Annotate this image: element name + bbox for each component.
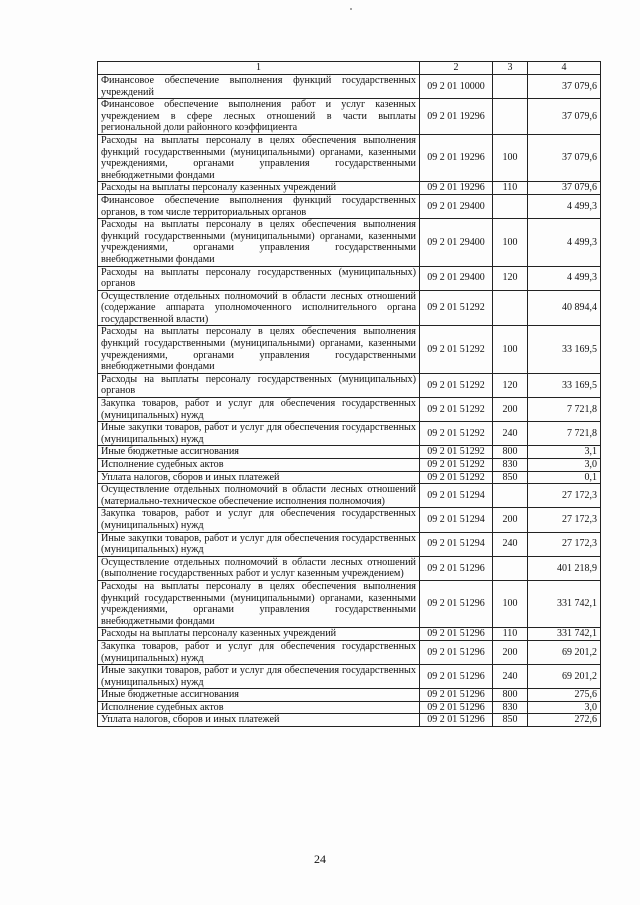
table-row xyxy=(98,219,601,266)
row-amount: 331 742,1 xyxy=(528,628,601,641)
row-description: Закупка товаров, работ и услуг для обеспечения государственных (муниципальных) нужд xyxy=(98,398,420,422)
row-description: Иные закупки товаров, работ и услуг для обеспечения государственных (муниципальных) нужд xyxy=(98,532,420,556)
table-row xyxy=(98,484,601,508)
row-target-code: 09 2 01 51294 xyxy=(420,484,493,508)
row-target-code: 09 2 01 51292 xyxy=(420,290,493,326)
table-header-row xyxy=(98,62,601,75)
row-expense-type: 200 xyxy=(493,398,528,422)
row-amount: 275,6 xyxy=(528,689,601,702)
row-target-code: 09 2 01 51292 xyxy=(420,398,493,422)
row-description: Осуществление отдельных полномочий в области лесных отношений (материально-техническое обеспечение исполнения полномочия) xyxy=(98,484,420,508)
row-amount: 27 172,3 xyxy=(528,532,601,556)
header-col-4: 4 xyxy=(528,62,601,75)
table-row xyxy=(98,398,601,422)
table-row xyxy=(98,266,601,290)
row-expense-type: 850 xyxy=(493,471,528,484)
row-amount: 401 218,9 xyxy=(528,556,601,580)
row-description: Осуществление отдельных полномочий в области лесных отношений (выполнение государственных работ и услуг казенным учреждением) xyxy=(98,556,420,580)
table-row xyxy=(98,75,601,99)
row-expense-type xyxy=(493,556,528,580)
row-expense-type: 240 xyxy=(493,532,528,556)
row-amount: 7 721,8 xyxy=(528,398,601,422)
row-amount: 4 499,3 xyxy=(528,219,601,266)
row-amount: 27 172,3 xyxy=(528,484,601,508)
row-target-code: 09 2 01 29400 xyxy=(420,266,493,290)
row-expense-type xyxy=(493,484,528,508)
table-row xyxy=(98,134,601,181)
row-target-code: 09 2 01 51296 xyxy=(420,714,493,727)
row-expense-type: 200 xyxy=(493,640,528,664)
row-description: Финансовое обеспечение выполнения функций государственных органов, в том числе территориальных органов xyxy=(98,194,420,218)
row-description: Исполнение судебных актов xyxy=(98,701,420,714)
row-target-code: 09 2 01 51296 xyxy=(420,640,493,664)
row-description: Иные закупки товаров, работ и услуг для обеспечения государственных (муниципальных) нужд xyxy=(98,422,420,446)
row-expense-type: 100 xyxy=(493,219,528,266)
row-amount: 33 169,5 xyxy=(528,326,601,373)
row-description: Иные закупки товаров, работ и услуг для обеспечения государственных (муниципальных) нужд xyxy=(98,665,420,689)
row-amount: 3,0 xyxy=(528,459,601,472)
row-amount: 3,1 xyxy=(528,446,601,459)
row-description: Расходы на выплаты персоналу в целях обеспечения выполнения функций государственными (муниципальными) органами, казенными учреждениями, органами управления государственными внебюджетными фондами xyxy=(98,580,420,627)
row-amount: 37 079,6 xyxy=(528,99,601,135)
row-amount: 4 499,3 xyxy=(528,266,601,290)
row-expense-type: 800 xyxy=(493,446,528,459)
row-description: Закупка товаров, работ и услуг для обеспечения государственных (муниципальных) нужд xyxy=(98,640,420,664)
row-target-code: 09 2 01 51292 xyxy=(420,446,493,459)
table-row xyxy=(98,701,601,714)
row-target-code: 09 2 01 51294 xyxy=(420,532,493,556)
row-amount: 7 721,8 xyxy=(528,422,601,446)
row-description: Уплата налогов, сборов и иных платежей xyxy=(98,471,420,484)
row-target-code: 09 2 01 51292 xyxy=(420,459,493,472)
row-description: Иные бюджетные ассигнования xyxy=(98,689,420,702)
row-description: Расходы на выплаты персоналу в целях обеспечения выполнения функций государственными (муниципальными) органами, казенными учреждениями, органами управления государственными внебюджетными фондами xyxy=(98,219,420,266)
row-amount: 331 742,1 xyxy=(528,580,601,627)
row-expense-type: 240 xyxy=(493,665,528,689)
table-row xyxy=(98,194,601,218)
row-description: Исполнение судебных актов xyxy=(98,459,420,472)
budget-table xyxy=(97,61,601,727)
table-row xyxy=(98,326,601,373)
row-expense-type: 100 xyxy=(493,134,528,181)
table-row xyxy=(98,373,601,397)
table-row xyxy=(98,99,601,135)
table-row xyxy=(98,714,601,727)
row-description: Расходы на выплаты персоналу государственных (муниципальных) органов xyxy=(98,373,420,397)
row-expense-type: 800 xyxy=(493,689,528,702)
table-row xyxy=(98,508,601,532)
scan-speck xyxy=(350,8,352,10)
row-description: Финансовое обеспечение выполнения работ и услуг казенных учреждением в сфере лесных отношений в части выплаты региональной доли районного коэффициента xyxy=(98,99,420,135)
row-target-code: 09 2 01 29400 xyxy=(420,194,493,218)
row-expense-type: 240 xyxy=(493,422,528,446)
table-row xyxy=(98,446,601,459)
table-row xyxy=(98,182,601,195)
row-amount: 4 499,3 xyxy=(528,194,601,218)
row-target-code: 09 2 01 51296 xyxy=(420,689,493,702)
row-amount: 40 894,4 xyxy=(528,290,601,326)
row-target-code: 09 2 01 51296 xyxy=(420,701,493,714)
row-expense-type: 200 xyxy=(493,508,528,532)
row-target-code: 09 2 01 19296 xyxy=(420,134,493,181)
row-description: Финансовое обеспечение выполнения функций государственных учреждений xyxy=(98,75,420,99)
row-target-code: 09 2 01 19296 xyxy=(420,99,493,135)
row-target-code: 09 2 01 10000 xyxy=(420,75,493,99)
row-amount: 272,6 xyxy=(528,714,601,727)
row-expense-type: 110 xyxy=(493,628,528,641)
row-expense-type xyxy=(493,75,528,99)
row-expense-type: 120 xyxy=(493,373,528,397)
table-row xyxy=(98,471,601,484)
row-expense-type xyxy=(493,99,528,135)
row-description: Уплата налогов, сборов и иных платежей xyxy=(98,714,420,727)
row-expense-type: 850 xyxy=(493,714,528,727)
table-row xyxy=(98,640,601,664)
row-target-code: 09 2 01 51296 xyxy=(420,665,493,689)
header-col-1: 1 xyxy=(98,62,420,75)
row-target-code: 09 2 01 51294 xyxy=(420,508,493,532)
table-row xyxy=(98,459,601,472)
table-row xyxy=(98,689,601,702)
row-description: Осуществление отдельных полномочий в области лесных отношений (содержание аппарата уполномоченного исполнительного органа государственной власти) xyxy=(98,290,420,326)
table-row xyxy=(98,628,601,641)
page-number: 24 xyxy=(314,852,326,866)
row-expense-type: 120 xyxy=(493,266,528,290)
row-amount: 69 201,2 xyxy=(528,665,601,689)
row-amount: 37 079,6 xyxy=(528,182,601,195)
row-description: Закупка товаров, работ и услуг для обеспечения государственных (муниципальных) нужд xyxy=(98,508,420,532)
row-target-code: 09 2 01 29400 xyxy=(420,219,493,266)
table-row xyxy=(98,665,601,689)
row-expense-type: 100 xyxy=(493,326,528,373)
row-target-code: 09 2 01 51292 xyxy=(420,373,493,397)
row-target-code: 09 2 01 51296 xyxy=(420,580,493,627)
row-amount: 37 079,6 xyxy=(528,75,601,99)
table-row xyxy=(98,532,601,556)
row-target-code: 09 2 01 51292 xyxy=(420,471,493,484)
row-target-code: 09 2 01 51296 xyxy=(420,628,493,641)
row-amount: 3,0 xyxy=(528,701,601,714)
row-target-code: 09 2 01 51292 xyxy=(420,422,493,446)
row-amount: 37 079,6 xyxy=(528,134,601,181)
budget-table-container xyxy=(97,61,600,727)
row-expense-type: 830 xyxy=(493,701,528,714)
row-description: Расходы на выплаты персоналу государственных (муниципальных) органов xyxy=(98,266,420,290)
row-expense-type: 110 xyxy=(493,182,528,195)
row-expense-type: 100 xyxy=(493,580,528,627)
row-description: Расходы на выплаты персоналу в целях обеспечения выполнения функций государственными (муниципальными) органами, казенными учреждениями, органами управления государственными внебюджетными фондами xyxy=(98,134,420,181)
row-amount: 27 172,3 xyxy=(528,508,601,532)
header-col-2: 2 xyxy=(420,62,493,75)
row-description: Расходы на выплаты персоналу казенных учреждений xyxy=(98,182,420,195)
row-target-code: 09 2 01 51296 xyxy=(420,556,493,580)
row-target-code: 09 2 01 19296 xyxy=(420,182,493,195)
table-row xyxy=(98,422,601,446)
table-row xyxy=(98,556,601,580)
row-description: Расходы на выплаты персоналу в целях обеспечения выполнения функций государственными (муниципальными) органами, казенными учреждениями, органами управления государственными внебюджетными фондами xyxy=(98,326,420,373)
row-expense-type xyxy=(493,290,528,326)
table-row xyxy=(98,580,601,627)
row-amount: 33 169,5 xyxy=(528,373,601,397)
row-amount: 0,1 xyxy=(528,471,601,484)
row-expense-type xyxy=(493,194,528,218)
header-col-3: 3 xyxy=(493,62,528,75)
row-description: Расходы на выплаты персоналу казенных учреждений xyxy=(98,628,420,641)
row-amount: 69 201,2 xyxy=(528,640,601,664)
table-row xyxy=(98,290,601,326)
row-target-code: 09 2 01 51292 xyxy=(420,326,493,373)
row-description: Иные бюджетные ассигнования xyxy=(98,446,420,459)
row-expense-type: 830 xyxy=(493,459,528,472)
